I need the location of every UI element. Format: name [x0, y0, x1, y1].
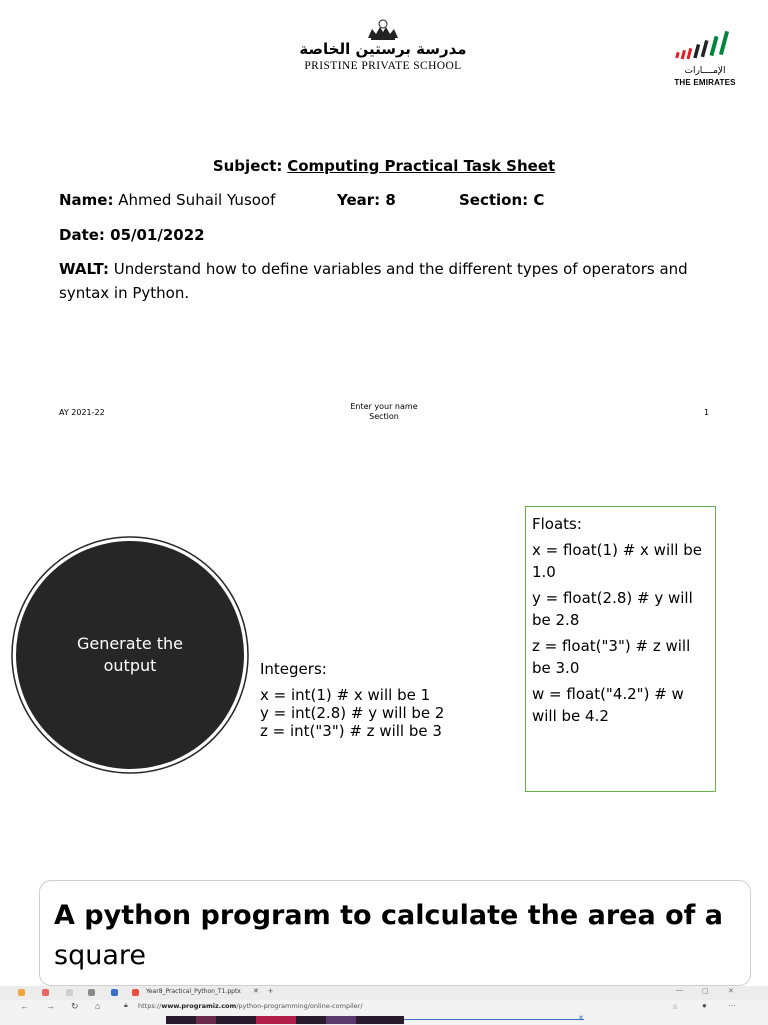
- url-path: /python-programming/online-compiler/: [236, 1002, 363, 1010]
- new-tab-icon[interactable]: +: [268, 986, 274, 996]
- back-arrow-icon[interactable]: ←: [20, 1001, 29, 1011]
- circle-label: [10, 633, 250, 677]
- subject-label: Subject:: [212, 157, 283, 175]
- floats-line: z = float("3") # z will be 3.0: [532, 637, 691, 677]
- the-emirates-arabic-text: الإمــــارات: [684, 66, 726, 76]
- taskbar-app-icon[interactable]: [66, 989, 73, 996]
- footer-page-number: 1: [704, 408, 710, 417]
- page-divider: [404, 1019, 584, 1020]
- footer-name-section: [284, 402, 484, 422]
- forward-arrow-icon[interactable]: →: [46, 1001, 55, 1011]
- the-emirates-english-text: THE EMIRATES: [674, 78, 736, 87]
- year-field: Year: 8: [337, 191, 396, 209]
- integers-block: [260, 660, 444, 740]
- footer-name-placeholder: Enter your name: [350, 402, 418, 411]
- floats-box: [525, 506, 716, 792]
- subject-line: [0, 156, 768, 176]
- reload-icon[interactable]: ↻: [71, 1001, 79, 1011]
- circle-label-line2: output: [103, 656, 157, 675]
- circle-label-line1: Generate the: [76, 634, 184, 653]
- footer-academic-year: AY 2021-22: [59, 408, 105, 417]
- program-title: [54, 896, 734, 976]
- favorites-icon[interactable]: ☆: [672, 1004, 679, 1011]
- taskbar-app-icon[interactable]: [42, 989, 49, 996]
- school-name-arabic: مدرسة برستين الخاصة: [299, 40, 467, 58]
- tab-close-icon[interactable]: ✕: [253, 988, 259, 995]
- floats-heading: Floats:: [532, 515, 582, 533]
- powerpoint-tab-icon: [132, 989, 139, 996]
- walt-label: WALT:: [59, 260, 109, 278]
- integers-line: x = int(1) # x will be 1: [260, 686, 431, 704]
- name-line: [59, 190, 275, 210]
- program-title-rest: square: [54, 940, 146, 971]
- floats-line: x = float(1) # x will be 1.0: [532, 541, 702, 581]
- window-close-icon[interactable]: ✕: [728, 988, 734, 995]
- profile-icon[interactable]: ●: [702, 1001, 707, 1010]
- more-options-icon[interactable]: ···: [728, 1001, 736, 1010]
- footer-section-placeholder: Section: [369, 412, 399, 421]
- school-crest-icon: [365, 18, 401, 42]
- taskbar-app-icon[interactable]: [111, 989, 118, 996]
- taskbar-app-icon[interactable]: [88, 989, 95, 996]
- name-value: Ahmed Suhail Yusoof: [118, 191, 276, 209]
- section-field: Section: C: [459, 191, 545, 209]
- walt-objective: [59, 257, 729, 305]
- subject-value: Computing Practical Task Sheet: [287, 157, 556, 175]
- integers-heading: Integers:: [260, 660, 327, 678]
- school-name-english: PRISTINE PRIVATE SCHOOL: [304, 60, 462, 72]
- url-domain: www.programiz.com: [161, 1002, 237, 1010]
- maximize-icon[interactable]: ▢: [702, 988, 709, 995]
- program-title-bold: A python program to calculate the area of a: [54, 900, 723, 931]
- lock-icon: 🔒︎: [124, 1002, 128, 1009]
- name-label: Name:: [59, 191, 114, 209]
- home-icon[interactable]: ⌂: [95, 1001, 101, 1011]
- integers-line: y = int(2.8) # y will be 2: [260, 704, 445, 722]
- address-bar-url[interactable]: [138, 1002, 363, 1010]
- floats-line: y = float(2.8) # y will be 2.8: [532, 589, 693, 629]
- banner-close-icon[interactable]: ✕: [578, 1015, 584, 1022]
- minimize-icon[interactable]: —: [676, 987, 683, 994]
- walt-text: Understand how to define variables and the different types of operators and syntax in Python.: [59, 260, 688, 302]
- url-prefix: https://: [138, 1002, 162, 1010]
- date-field: Date: 05/01/2022: [59, 226, 205, 244]
- browser-nav-bar: [0, 1000, 768, 1014]
- browser-tab-title[interactable]: Year8_Practical_Python_T1.pptx: [146, 988, 241, 995]
- floats-line: w = float("4.2") # w will be 4.2: [532, 685, 684, 725]
- integers-line: z = int("3") # z will be 3: [260, 722, 442, 740]
- page-banner-image: [166, 1016, 404, 1024]
- taskbar-app-icon[interactable]: [18, 989, 25, 996]
